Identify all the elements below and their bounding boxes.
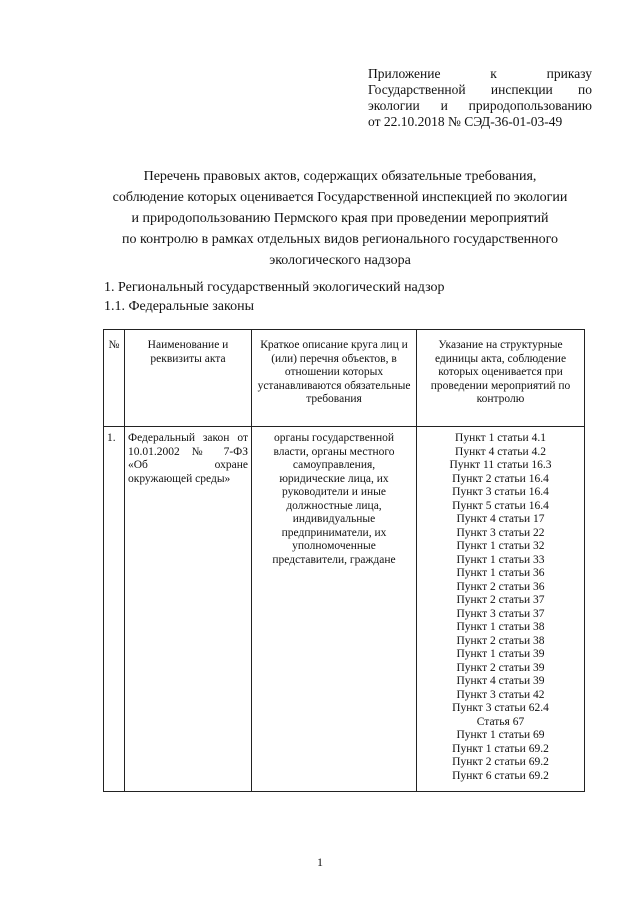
structural-unit-item: Пункт 1 статьи 33: [456, 553, 545, 566]
description-line: уполномоченные: [292, 540, 376, 552]
description-line: индивидуальные: [292, 513, 376, 525]
structural-unit-item: Статья 67: [476, 715, 525, 728]
appendix-line: от 22.10.2018 № СЭД-36-01-03-49: [368, 114, 563, 129]
structural-unit-item: Пункт 6 статьи 69.2: [452, 769, 549, 782]
act-name: [125, 427, 252, 792]
description-line: власти, органы местного: [273, 445, 395, 458]
structural-unit-item: Пункт 2 статьи 36: [456, 580, 545, 593]
description-line: юридические лица, их: [279, 472, 389, 485]
act-name-line: «Об охране: [128, 459, 248, 471]
description-line: органы государственной: [273, 432, 395, 444]
structural-unit-item: Пункт 3 статьи 37: [456, 607, 545, 620]
act-name-line: Федеральный закон от: [128, 432, 248, 444]
title-line: и природопользованию Пермского края при проведении мероприятий: [131, 211, 549, 226]
description-line: руководители и иные: [282, 486, 386, 498]
description-line: предприниматели, их: [281, 526, 387, 539]
header-description: Краткое описание круга лиц и (или) перечня объектов, в отношении которых устанавливаются обязательные требования: [252, 330, 417, 427]
structural-unit-item: Пункт 2 статьи 37: [456, 594, 545, 606]
structural-unit-item: Пункт 1 статьи 69: [456, 729, 545, 741]
description-line: самоуправления,: [292, 459, 376, 471]
table-row: [104, 427, 585, 792]
structural-unit-item: Пункт 11 статьи 16.3: [449, 459, 552, 471]
page-number: 1: [317, 855, 323, 869]
structural-unit-item: Пункт 5 статьи 16.4: [452, 499, 549, 512]
structural-unit-item: Пункт 3 статьи 16.4: [452, 486, 549, 498]
structural-units-list: [417, 427, 585, 792]
act-name-line: 10.01.2002 № 7-ФЗ: [128, 445, 248, 458]
structural-unit-item: Пункт 3 статьи 22: [456, 526, 545, 539]
structural-unit-item: Пункт 1 статьи 39: [456, 648, 545, 660]
structural-unit-item: Пункт 1 статьи 38: [456, 621, 545, 633]
section-heading: 1. Региональный государственный экологический надзор: [104, 280, 445, 295]
structural-unit-item: Пункт 3 статьи 42: [456, 688, 545, 701]
subsection-heading: 1.1. Федеральные законы: [104, 299, 254, 314]
structural-unit-item: Пункт 4 статьи 17: [456, 513, 545, 525]
structural-unit-item: Пункт 1 статьи 32: [456, 540, 545, 552]
structural-unit-item: Пункт 4 статьи 4.2: [455, 445, 546, 458]
table-header-row: [104, 330, 585, 427]
document-title: [80, 166, 600, 271]
appendix-line: экологии и природопользованию: [368, 98, 592, 113]
appendix-line: Государственной инспекции по: [368, 82, 592, 97]
structural-unit-item: Пункт 2 статьи 16.4: [452, 472, 549, 485]
description-line: представители, граждане: [272, 553, 396, 566]
act-name-line: окружающей среды»: [128, 472, 231, 485]
header-name: Наименование и реквизиты акта: [125, 330, 252, 427]
legal-acts-table: [103, 329, 585, 792]
title-line: по контролю в рамках отдельных видов регионального государственного: [121, 232, 559, 247]
act-description: [252, 427, 417, 792]
structural-unit-item: Пункт 1 статьи 36: [456, 567, 545, 579]
structural-unit-item: Пункт 2 статьи 38: [456, 634, 545, 647]
header-number: №: [104, 330, 125, 427]
header-structural-units: Указание на структурные единицы акта, соблюдение которых оценивается при проведении мероприятий по контролю: [417, 330, 585, 427]
structural-unit-item: Пункт 1 статьи 69.2: [452, 742, 549, 755]
structural-unit-item: Пункт 1 статьи 4.1: [455, 432, 546, 444]
structural-unit-item: Пункт 3 статьи 62.4: [452, 702, 549, 714]
title-line: экологического надзора: [269, 253, 411, 268]
appendix-line: Приложение к приказу: [368, 66, 592, 81]
title-line: соблюдение которых оценивается Государственной инспекцией по экологии: [112, 190, 568, 205]
appendix-block: [368, 66, 592, 130]
structural-unit-item: Пункт 2 статьи 39: [456, 661, 545, 674]
row-number: 1.: [104, 427, 125, 792]
title-line: Перечень правовых актов, содержащих обязательные требования,: [143, 169, 537, 184]
structural-unit-item: Пункт 4 статьи 39: [456, 675, 545, 687]
description-line: должностные лица,: [286, 499, 382, 512]
structural-unit-item: Пункт 2 статьи 69.2: [452, 756, 549, 768]
